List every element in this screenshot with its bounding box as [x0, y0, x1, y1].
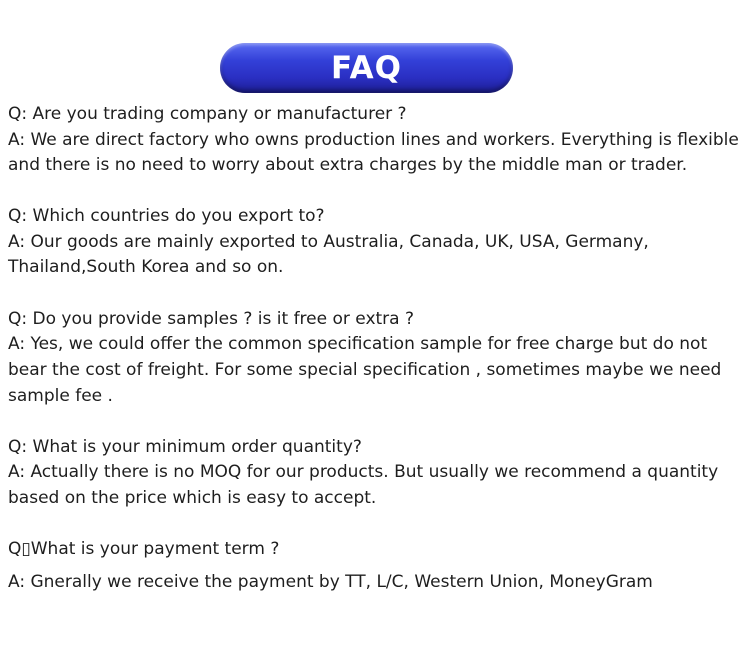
faq-answer-line: A: Actually there is no MOQ for our products. But usually we recommend a quantity	[8, 462, 719, 482]
faq-answer-line: A: We are direct factory who owns production lines and workers. Everything is flexible	[8, 130, 739, 150]
faq-question: Q: What is your minimum order quantity?	[8, 437, 362, 457]
faq-answer-line: A: Our goods are mainly exported to Australia, Canada, UK, USA, Germany,	[8, 232, 649, 252]
faq-answer-line: A: Yes, we could offer the common specification sample for free charge but do not	[8, 334, 708, 354]
faq-answer-line: A: Gnerally we receive the payment by TT, L/C, Western Union, MoneyGram	[8, 572, 653, 592]
faq-title-badge	[220, 43, 513, 93]
faq-answer-line: sample fee .	[8, 386, 113, 406]
faq-answer-line: Thailand,South Korea and so on.	[8, 257, 284, 277]
faq-question: Q▯What is your payment term ?	[8, 539, 280, 559]
page-title: FAQ	[331, 49, 402, 86]
faq-question: Q: Do you provide samples ? is it free or extra ?	[8, 309, 414, 329]
faq-question: Q: Are you trading company or manufacturer ?	[8, 104, 407, 124]
faq-question: Q: Which countries do you export to?	[8, 206, 325, 226]
faq-answer-line: based on the price which is easy to accept.	[8, 488, 377, 508]
faq-answer-line: bear the cost of freight. For some special specification , sometimes maybe we need	[8, 360, 722, 380]
faq-answer-line: and there is no need to worry about extra charges by the middle man or trader.	[8, 155, 688, 175]
